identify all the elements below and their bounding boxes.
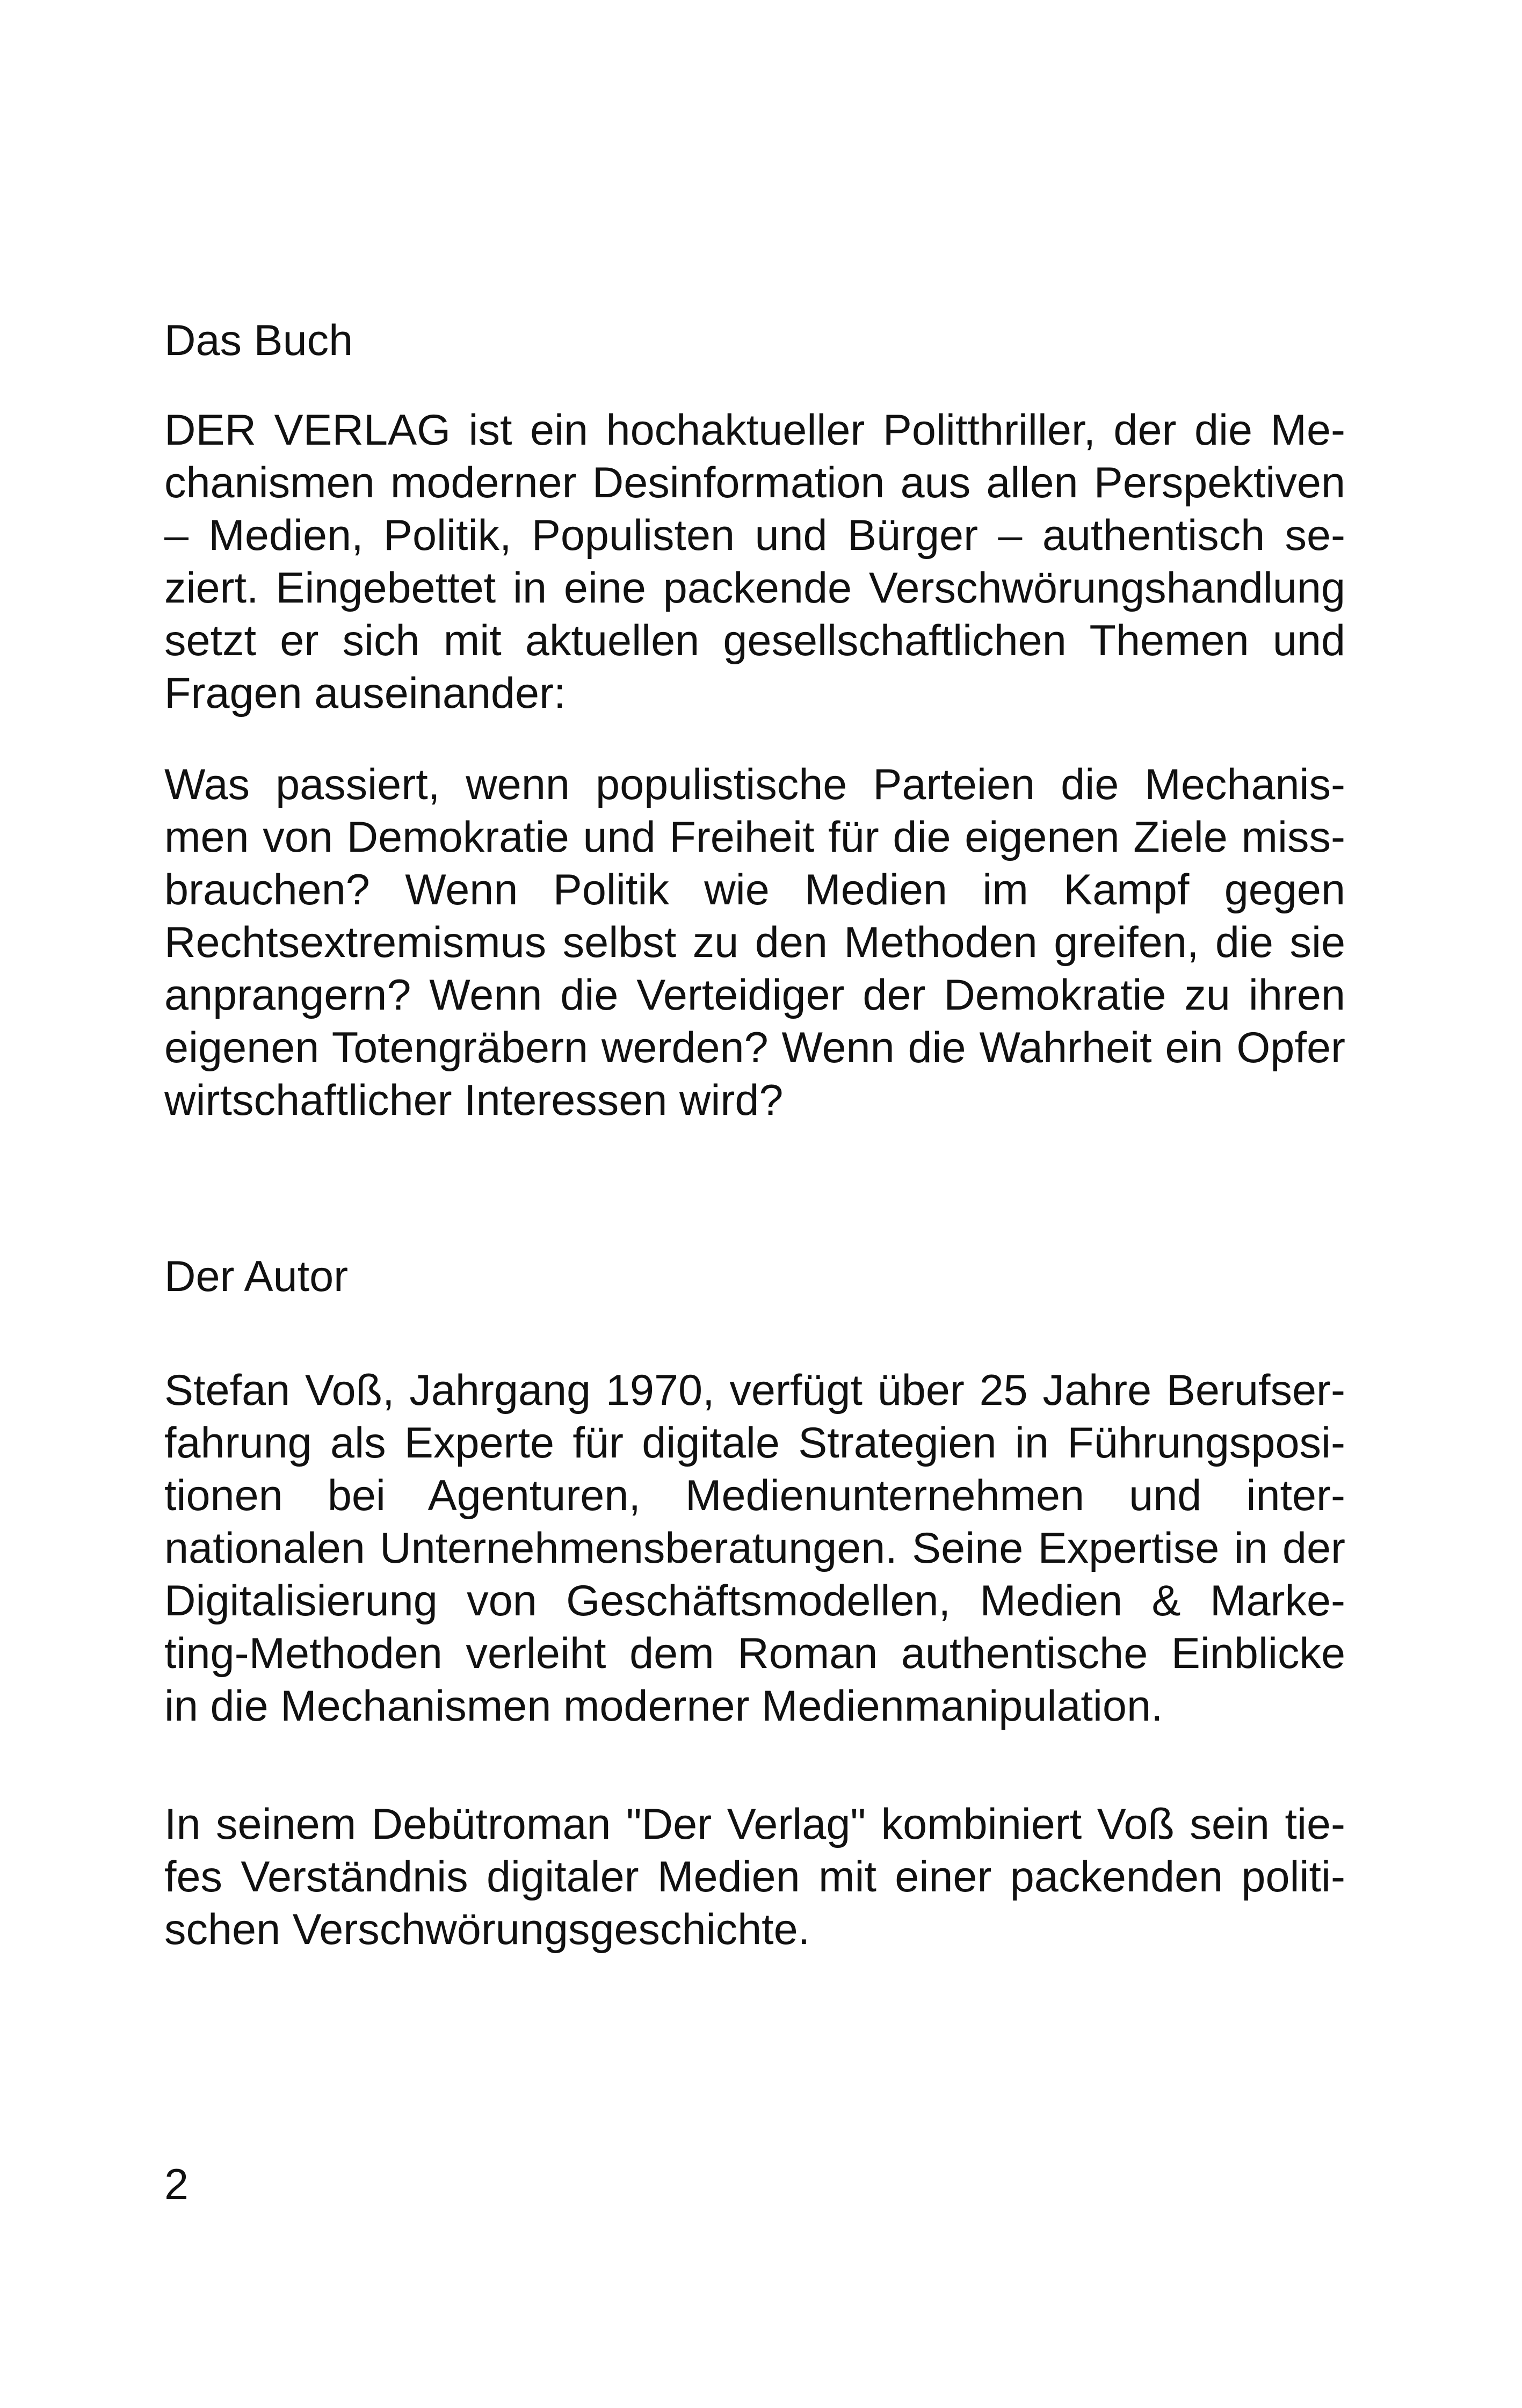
text-line: Digitalisierung von Geschäftsmodellen, Medien & Marke-: [164, 1577, 1345, 1625]
author-paragraph: [164, 1364, 1345, 1732]
text-line: brauchen? Wenn Politik wie Medien im Kampf gegen: [164, 866, 1345, 914]
text-line: In seinem Debütroman "Der Verlag" kombiniert Voß sein tie-: [164, 1800, 1345, 1848]
text-line: eigenen Totengräbern werden? Wenn die Wahrheit ein Opfer: [164, 1024, 1345, 1072]
text-line: Fragen auseinander:: [164, 669, 566, 717]
text-line: – Medien, Politik, Populisten und Bürger – authentisch se-: [164, 511, 1345, 560]
book-paragraph: [164, 758, 1345, 1127]
text-line: ziert. Eingebettet in eine packende Verschwörungshandlung: [164, 564, 1345, 612]
text-line: Rechtsextremismus selbst zu den Methoden greifen, die sie: [164, 918, 1345, 967]
text-line: anprangern? Wenn die Verteidiger der Demokratie zu ihren: [164, 971, 1345, 1019]
text-line: fes Verständnis digitaler Medien mit einer packenden politi-: [164, 1853, 1345, 1901]
text-line: in die Mechanismen moderner Medienmanipulation.: [164, 1682, 1163, 1730]
text-line: setzt er sich mit aktuellen gesellschaftlichen Themen und: [164, 616, 1345, 665]
text-line: wirtschaftlicher Interessen wird?: [164, 1076, 784, 1125]
text-line: fahrung als Experte für digitale Strategien in Führungsposi-: [164, 1419, 1345, 1467]
text-line: DER VERLAG ist ein hochaktueller Politthriller, der die Me-: [164, 406, 1345, 454]
text-line: ting-Methoden verleiht dem Roman authentische Einblicke: [164, 1629, 1345, 1678]
text-line: schen Verschwörungsgeschichte.: [164, 1905, 810, 1954]
section-heading-book: Das Buch: [164, 316, 353, 365]
author-paragraph: [164, 1798, 1345, 1956]
text-line: nationalen Unternehmensberatungen. Seine Expertise in der: [164, 1524, 1345, 1572]
text-line: Stefan Voß, Jahrgang 1970, verfügt über 25 Jahre Berufser-: [164, 1366, 1345, 1415]
text-line: tionen bei Agenturen, Medienunternehmen und inter-: [164, 1471, 1345, 1520]
page-number: 2: [164, 2160, 189, 2209]
text-line: Was passiert, wenn populistische Parteien die Mechanis-: [164, 760, 1345, 809]
section-heading-author: Der Autor: [164, 1252, 349, 1301]
text-line: men von Demokratie und Freiheit für die eigenen Ziele miss-: [164, 813, 1345, 861]
book-paragraph: [164, 404, 1345, 720]
text-line: chanismen moderner Desinformation aus allen Perspektiven: [164, 459, 1345, 507]
